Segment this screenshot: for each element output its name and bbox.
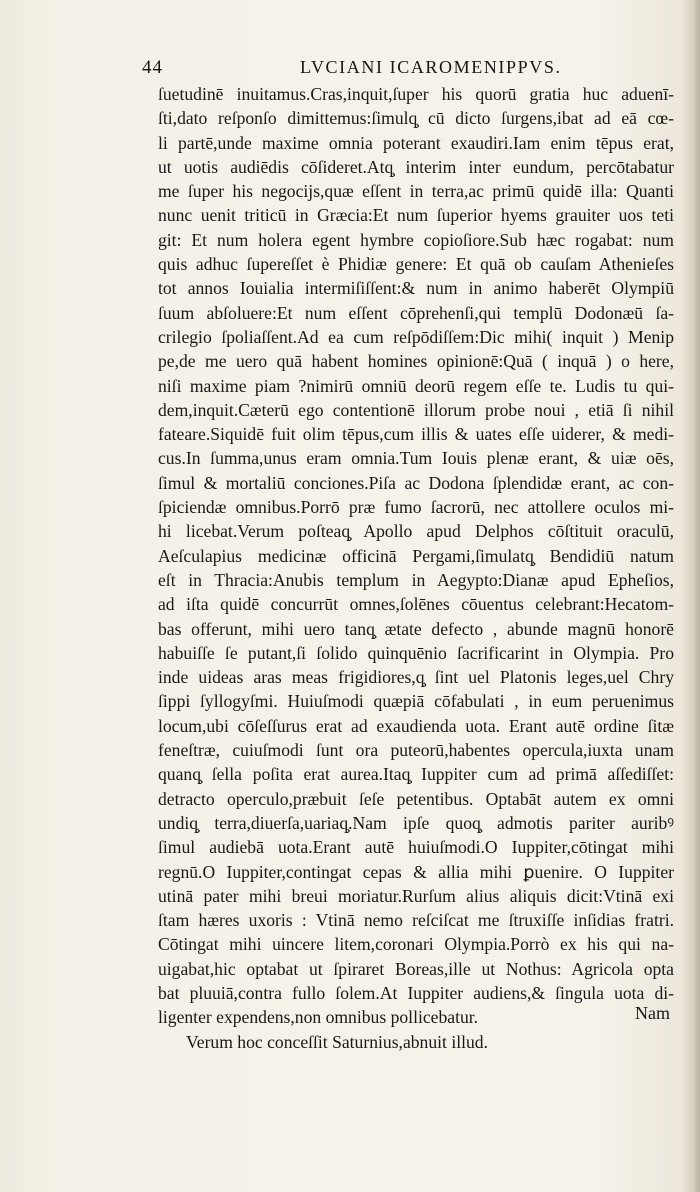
catchword: Nam <box>635 1003 670 1023</box>
text-line: habuiſſe ſe putant,ſi ſolido quinquēnio ſacrificarint in Olympia. Pro <box>158 642 674 663</box>
text-line: eſt in Thracia:Anubis templum in Aegypto:Dianæ apud Epheſios, <box>158 569 674 590</box>
text-line: ligenter expendens,non omnibus pollicebatur. <box>158 1007 479 1028</box>
text-line: ſti,dato reſponſo dimittemus:ſimulq̧ cū dicto ſurgens,ibat ad eā cœ- <box>158 108 674 129</box>
text-line: niſi maxime piam ?nimirū omniū deorū regem eſſe te. Ludis tu qui- <box>158 375 674 396</box>
text-line: fateare.Siquidē fuit olim tēpus,cum illis & uates eſſe uiderer, & medi- <box>158 424 674 445</box>
text-line: cus.In ſumma,unus eram omnia.Tum Iouis plenæ erant, & uiæ oēs, <box>158 448 674 469</box>
verse-line: Verum hoc conceſſit Saturnius,abnuit illud. <box>186 1031 488 1052</box>
text-line: ſpiciendæ omnibus.Porrō præ fumo ſacrorū, nec attollere oculos mi- <box>158 497 674 518</box>
text-line: quanq̧ ſella poſita erat aurea.Itaq̧ Iuppiter cum ad primā aſſediſſet: <box>158 764 674 785</box>
text-line: undiq̧ terra,diuerſa,uariaq̧.Nam ipſe quoq̧ admotis pariter auribꝰ <box>158 812 674 833</box>
text-line: detracto operculo,præbuit ſeſe petentibus. Optabāt autem ex omni <box>158 788 674 809</box>
text-line: quis adhuc ſupereſſet è Phidiæ genere: Et quā ob cauſam Athenieſes <box>158 254 674 275</box>
text-line: ut uotis audiēdis cōſideret.Atq̧ interim inter eundum, percōtabatur <box>158 156 674 177</box>
text-line: crilegio ſpoliaſſent.Ad ea cum reſpōdiſſem:Dic mihi( inquit ) Menip <box>158 326 674 347</box>
text-line: ſuetudinē inuitamus.Cras,inquit,ſuper his quorū gratia huc aduenī- <box>158 84 674 104</box>
text-line: hi licebat.Verum poſteaq̧ Apollo apud Delphos cōſtituit oraculū, <box>158 521 674 542</box>
text-line: ad iſta quidē concurrūt omnes,ſolēnes cōuentus celebrant:Hecatom- <box>158 594 674 615</box>
text-line: ſimul audiebā uota.Erant autē huiuſmodi.O Iuppiter,cōtingat mihi <box>158 837 674 858</box>
text-line: tot annos Iouialia intermiſiſſent:& num in animo haberēt Olympiū <box>158 278 674 299</box>
text-line: bat pluuiā,contra fullo ſolem.At Iuppiter audiens,& ſingula uota di- <box>158 982 674 1003</box>
text-line: pe,de me uero quā habent homines opinionē:Quā ( inquā ) o here, <box>158 351 674 372</box>
text-line: inde uideas aras meas frigidiores,q̧ ſint uel Platonis leges,uel Chry <box>158 667 674 688</box>
text-line: locum,ubi cōſeſſurus erat ad exaudienda uota. Erant autē ordine ſitæ <box>158 715 674 736</box>
page-number: 44 <box>142 57 163 78</box>
text-line: nunc uenit triticū in Græcia:Et num ſuperior hyems grauiter uos teti <box>158 205 674 226</box>
body-text <box>158 82 674 1054</box>
text-line: Cōtingat mihi uincere litem,coronari Olympia.Porrò ex his qui na- <box>158 934 674 955</box>
text-line: utinā pater mihi breui moriatur.Rurſum alius aliquis dicit:Vtinā exi <box>158 885 674 906</box>
text-line: dem,inquit.Cæterū ego contentionē illorum probe noui , etiā ſi nihil <box>158 399 674 420</box>
text-line: Aeſculapius medicinæ officinā Pergami,ſimulatq̧ Bendidiū natum <box>158 545 674 566</box>
text-line: ſimul & mortaliū conciones.Piſa ac Dodona ſplendidæ erant, ac con- <box>158 472 674 493</box>
text-line: me ſuper his negocijs,quæ eſſent in terra,ac primū quidē illa: Quanti <box>158 181 674 202</box>
text-line: feneſtræ, cuiuſmodi ſunt ora puteorū,habentes opercula,iuxta unam <box>158 740 674 761</box>
running-head: LVCIANI ICAROMENIPPVS. <box>300 57 562 77</box>
text-line: bas offerunt, mihi uero tanq̧ ætate defecto , abunde magnū honorē <box>158 618 674 639</box>
text-line: git: Et num holera egent hymbre copioſiore.Sub hæc rogabat: num <box>158 229 674 250</box>
text-line: ſuum abſoluere:Et num eſſent cōprehenſi,qui templū Dodonæū ſa- <box>158 302 674 323</box>
text-line: ſtam hæres uxoris : Vtinā nemo reſciſcat me ſtruxiſſe inſidias fratri. <box>158 910 674 931</box>
text-line: ſippi ſyllogyſmi. Huiuſmodi quæpiā cōfabulati , in eum peruenimus <box>158 691 674 712</box>
text-line: li partē,unde maxime omnia poterant exaudiri.Iam enim tēpus erat, <box>158 132 674 153</box>
text-line: regnū.O Iuppiter,contingat cepas & allia mihi ꝑuenire. O Iuppiter <box>158 861 674 882</box>
text-line: uigabat,hic optabat ut ſpiraret Boreas,ille ut Nothus: Agricola opta <box>158 958 674 979</box>
page-edge-shadow <box>682 0 700 1192</box>
